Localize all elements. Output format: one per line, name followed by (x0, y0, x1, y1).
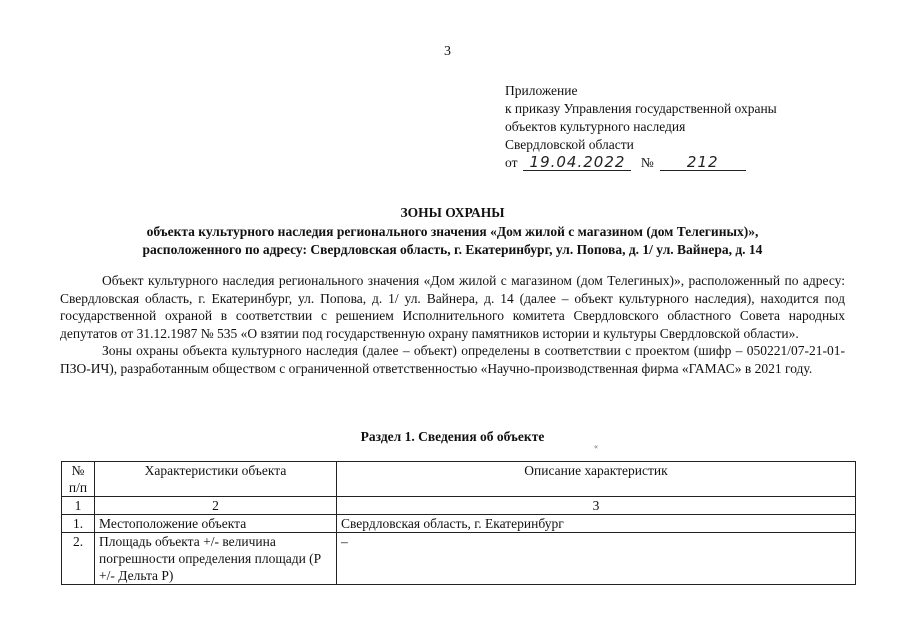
header-cell: № п/п (62, 462, 95, 497)
row-characteristic: Местоположение объекта (95, 515, 337, 533)
header-cell: Характеристики объекта (95, 462, 337, 497)
section-title: Раздел 1. Сведения об объекте (360, 429, 545, 444)
title-line: расположенного по адресу: Свердловская область, г. Екатеринбург, ул. Попова, д. 1/ ул. Вайнера, д. 14 (142, 242, 763, 257)
document-title (60, 204, 845, 259)
body-text (60, 272, 845, 377)
table-index-row (62, 497, 856, 515)
row-number: 2. (62, 533, 95, 585)
paragraph: Зоны охраны объекта культурного наследия (далее – объект) определены в соответствии с проектом (шифр – 050221/07-21-01-ПЗО-ИЧ), разработанным обществом с ограниченной ответственностью «Научно-производственная фирма «ГАМАС» в 2021 году. (60, 343, 845, 376)
index-cell: 3 (337, 497, 856, 515)
title-line: объекта культурного наследия регионального значения «Дом жилой с магазином (дом Телегиных)», (146, 224, 759, 239)
object-info-table (61, 461, 856, 585)
row-number: 1. (62, 515, 95, 533)
appendix-header (505, 82, 777, 172)
appendix-line: Свердловской области (505, 137, 634, 152)
handwritten-date: 19.04.2022 (523, 154, 631, 171)
row-description: Свердловская область, г. Екатеринбург (337, 515, 856, 533)
appendix-line: Приложение (505, 83, 578, 98)
header-cell: Описание характеристик (337, 462, 856, 497)
paragraph: Объект культурного наследия регионального значения «Дом жилой с магазином (дом Телегиных)», расположенный по адресу: Свердловская область, г. Екатеринбург, ул. Попова, д. 1/ ул. Вайнера, д. 14 (далее – объект культурного наследия), находится под государственной охраной в соответствии с решением Исполнительного комитета Свердловского областного Совета народных депутатов от 31.12.1987 № 535 «О взятии под государственную охрану памятников истории и культуры Свердловской области». (60, 273, 845, 341)
row-characteristic: Площадь объекта +/- величина погрешности определения площади (P +/- Дельта P) (95, 533, 337, 585)
handwritten-number: 212 (660, 154, 746, 171)
index-cell: 1 (62, 497, 95, 515)
number-prefix: № (640, 155, 654, 170)
table-row (62, 515, 856, 533)
table-header-row (62, 462, 856, 497)
index-cell: 2 (95, 497, 337, 515)
stray-mark: « (594, 442, 598, 451)
order-date-number-row (505, 154, 777, 172)
appendix-line: к приказу Управления государственной охраны (505, 101, 777, 116)
title-line: ЗОНЫ ОХРАНЫ (400, 205, 505, 220)
date-prefix: от (505, 155, 518, 170)
row-description: – (337, 533, 856, 585)
appendix-line: объектов культурного наследия (505, 119, 686, 134)
page-number: 3 (444, 44, 451, 59)
table-row (62, 533, 856, 585)
